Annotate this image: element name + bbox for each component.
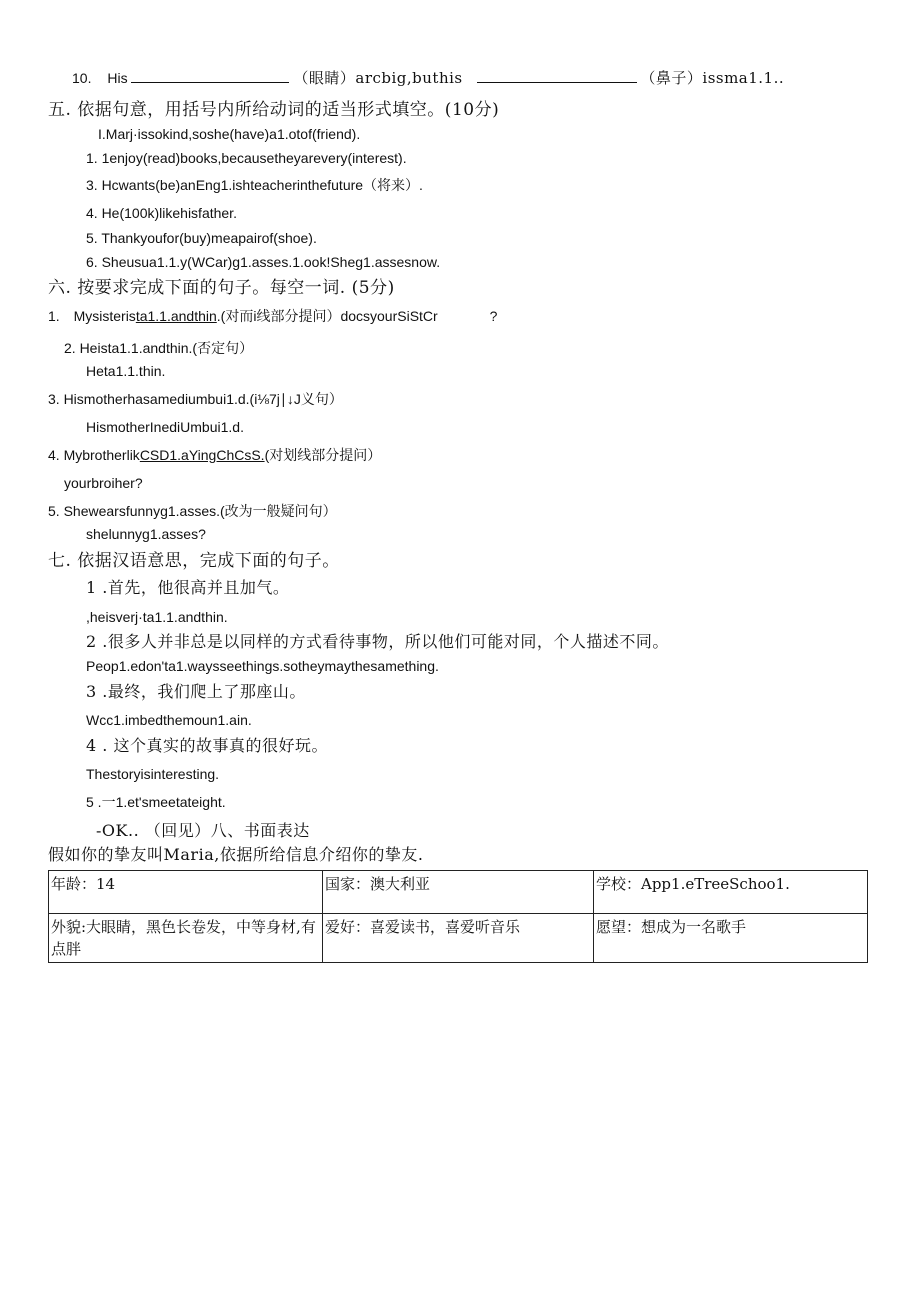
question-text: (对划线部分提问） xyxy=(264,447,382,463)
answer-blank[interactable] xyxy=(477,68,637,83)
question-text: .(对而i线部分提问）docsyourSiStCr xyxy=(216,308,438,324)
table-cell: 外貌:大眼睛，黑色长卷发，中等身材,有点胖 xyxy=(49,914,323,963)
section-5-item: 3. Hcwants(be)anEng1.ishteacherinthefuture（将来）. xyxy=(86,177,423,193)
section-6-answer-4: yourbroiher? xyxy=(64,475,143,491)
question-text-middle: （眼睛）arcbig,buthis xyxy=(293,69,463,87)
section-7-english: Thestoryisinteresting. xyxy=(86,766,220,782)
section-7-chinese: 1 .首先，他很高并且加气。 xyxy=(86,578,290,597)
section-7-chinese: 2 .很多人并非总是以同样的方式看待事物，所以他们可能对同，个人描述不同。 xyxy=(86,632,669,651)
table-cell: 年龄：14 xyxy=(49,871,323,914)
section-7-chinese: 4 . 这个真实的故事真的很好玩。 xyxy=(86,736,328,755)
section-6-answer-5: shelunnyg1.asses? xyxy=(86,526,206,542)
question-text: 4. Mybrotherlik xyxy=(48,447,140,463)
table-row xyxy=(49,914,868,963)
underlined-text: CSD1.aYingChCsS. xyxy=(139,447,265,463)
table-cell: 学校：App1.eTreeSchoo1. xyxy=(594,871,868,914)
section-7-chinese: 3 .最终，我们爬上了那座山。 xyxy=(86,682,306,701)
section-6-answer-3: HismotherInediUmbui1.d. xyxy=(86,419,244,435)
section-7-title: 七. 依据汉语意思，完成下面的句子。 xyxy=(48,551,340,571)
section-5-title: 五. 依据句意，用括号内所给动词的适当形式填空。(10分) xyxy=(48,100,500,120)
section-6-question-4 xyxy=(48,445,381,465)
table-cell: 爱好：喜爱读书，喜爱听音乐 xyxy=(322,914,593,963)
section-7-english: ,heisverj·ta1.1.andthin. xyxy=(86,609,228,625)
answer-blank[interactable] xyxy=(131,68,289,83)
section-5-item: I.Marj·issokind,soshe(have)a1.otof(friend). xyxy=(98,126,361,142)
section-8-prompt: 假如你的挚友叫Maria,依据所给信息介绍你的挚友. xyxy=(48,845,424,864)
section-7-english: 5 .一1.et'smeetateight. xyxy=(86,794,226,810)
section-6-title: 六. 按要求完成下面的句子。每空一词. (5分) xyxy=(48,278,395,298)
section-5-item: 1. 1enjoy(read)books,becausetheyarevery(interest). xyxy=(86,150,407,166)
table-cell: 愿望：想成为一名歌手 xyxy=(594,914,868,963)
section-7-english: Peop1.edon'ta1.waysseethings.sotheymaythesamething. xyxy=(86,658,439,674)
question-text: Mysisteris xyxy=(73,308,136,324)
info-table xyxy=(48,870,868,963)
section-6-answer-2: Heta1.1.thin. xyxy=(86,363,166,379)
section-6-question-2: 2. Heista1.1.andthin.(否定句） xyxy=(64,340,254,356)
section-6-question-1 xyxy=(48,306,497,326)
underlined-text: ta1.1.andthin xyxy=(135,308,217,324)
section-6-question-3: 3. Hismotherhasamediumbui1.d.(i⅛7j∣↓J义句） xyxy=(48,391,343,407)
section-5-item: 6. Sheusua1.1.y(WCar)g1.asses.1.ook!Sheg1.assesnow. xyxy=(86,254,441,270)
question-text-end: （鼻子）issma1.1.. xyxy=(640,69,785,87)
question-10 xyxy=(72,68,784,88)
question-text-start: His xyxy=(107,70,128,86)
section-6-question-5: 5. Shewearsfunnyg1.asses.(改为一般疑问句） xyxy=(48,503,337,519)
table-cell: 国家：澳大利亚 xyxy=(322,871,593,914)
question-number: 1. xyxy=(48,308,60,324)
section-7-english: Wcc1.imbedthemoun1.ain. xyxy=(86,712,252,728)
section-5-item: 5. Thankyoufor(buy)meapairof(shoe). xyxy=(86,230,317,246)
question-number: 10. xyxy=(72,70,92,86)
table-row xyxy=(49,871,868,914)
section-5-item: 4. He(100k)likehisfather. xyxy=(86,205,237,221)
section-8-title: -OK.. （回见）八、书面表达 xyxy=(96,821,310,840)
question-mark: ? xyxy=(489,308,498,324)
